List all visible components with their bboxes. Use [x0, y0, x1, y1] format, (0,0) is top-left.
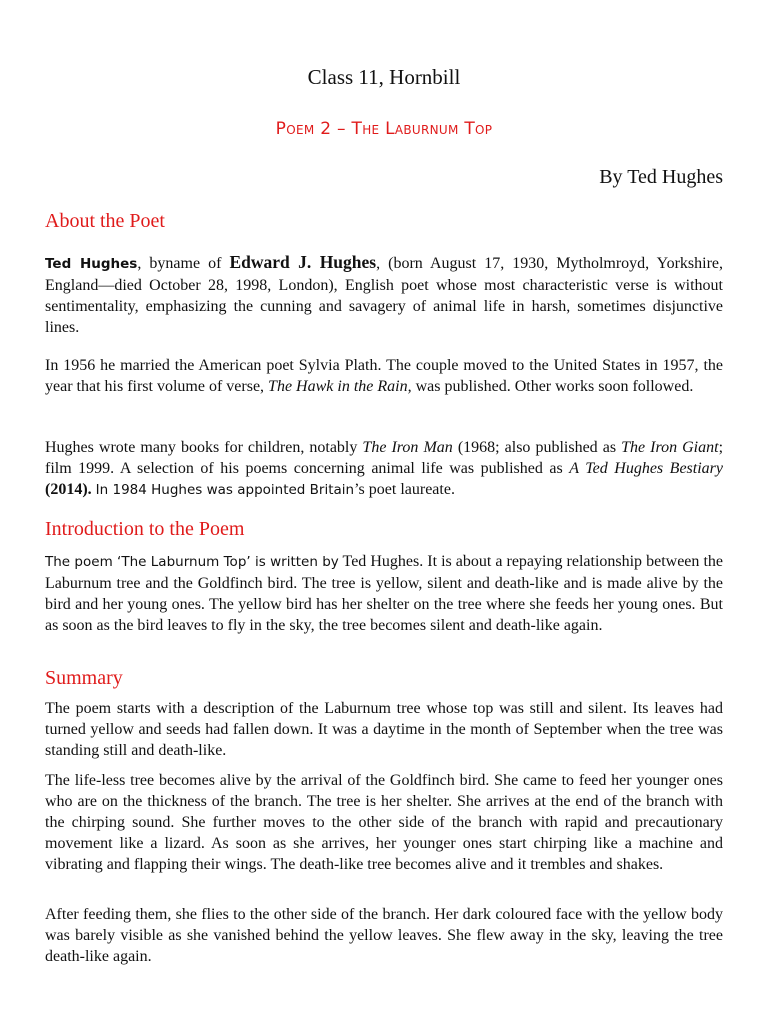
- text-run: ; film 1999. A selection of his poems concerning animal life was published as: [45, 439, 724, 477]
- intro-lead: The poem ‘The Laburnum Top’ is written by: [45, 554, 339, 570]
- about-poet-paragraph-2: [45, 355, 723, 397]
- text-run: Hughes wrote many books for children, notably: [45, 439, 363, 456]
- text-run: was published. Other works soon followed.: [411, 378, 694, 395]
- about-poet-heading: About the Poet: [45, 210, 165, 232]
- text-run: , (born August 17, 1930, Mytholmroyd, Yorkshire, England—died October 28, 1998, London), English poet whose most characteristic verse is without sentimentality, emphasizing the cunning and savagery of animal life in harsh, sometimes disjunctive lines.: [45, 255, 724, 336]
- book-title: The Iron Man: [362, 439, 453, 456]
- text-run: , byname of: [137, 255, 230, 272]
- text-run: (1968; also published as: [452, 439, 622, 456]
- poem-title: Poem 2 – The Laburnum Top: [275, 119, 493, 139]
- about-poet-paragraph-1: [45, 252, 723, 338]
- summary-paragraph-2: The life-less tree becomes alive by the arrival of the Goldfinch bird. She came to feed her younger ones who are on the thickness of the branch. The tree is her shelter. She arrives at the end of the branch with the chirping sound. She further moves to the other side of the branch with rapid and precautionary movement like a lizard. As soon as she arrives, her younger ones start chirping like a machine and vibrating and flapping their wings. The death-like tree becomes alive and it trembles and shakes.: [45, 772, 723, 873]
- book-title: A Ted Hughes Bestiary: [569, 460, 723, 477]
- about-poet-paragraph-3: [45, 437, 723, 501]
- poet-name-short: Ted Hughes: [45, 256, 138, 272]
- poet-name-full: Edward J. Hughes: [229, 252, 377, 272]
- summary-paragraph-1: The poem starts with a description of the Laburnum tree whose top was still and silent. Its leaves had turned yellow and seeds had fallen down. It was a daytime in the month of September when the tree was standing still and death-like.: [45, 700, 723, 759]
- text-run: (2014).: [45, 481, 96, 498]
- author-line: By Ted Hughes: [599, 166, 723, 188]
- summary-heading: Summary: [45, 667, 123, 689]
- book-title: The Hawk in the Rain,: [268, 378, 412, 395]
- text-run: In 1984 Hughes was appointed Britain: [95, 482, 355, 498]
- introduction-paragraph: [45, 551, 723, 636]
- book-title: The Iron Giant: [621, 439, 719, 456]
- text-run: ’s poet laureate.: [354, 481, 455, 498]
- text-run: Ted Hughes. It is about a repaying relationship between the Laburnum tree and the Goldfinch bird. The tree is yellow, silent and death-like and is made alive by the bird and her young ones. The yellow bird has her shelter on the tree where she feeds her young ones. But as soon as the bird leaves to fly in the sky, the tree becomes silent and death-like again.: [45, 553, 723, 634]
- text-run: In 1956 he married the American poet Sylvia Plath. The couple moved to the United States in 1957, the year that his first volume of verse,: [45, 357, 723, 395]
- class-title: Class 11, Hornbill: [307, 65, 461, 89]
- introduction-heading: Introduction to the Poem: [45, 518, 245, 540]
- summary-paragraph-3: After feeding them, she flies to the other side of the branch. Her dark coloured face with the yellow body was barely visible as she vanished behind the yellow leaves. She flew away in the sky, leaving the tree death-like again.: [45, 906, 723, 965]
